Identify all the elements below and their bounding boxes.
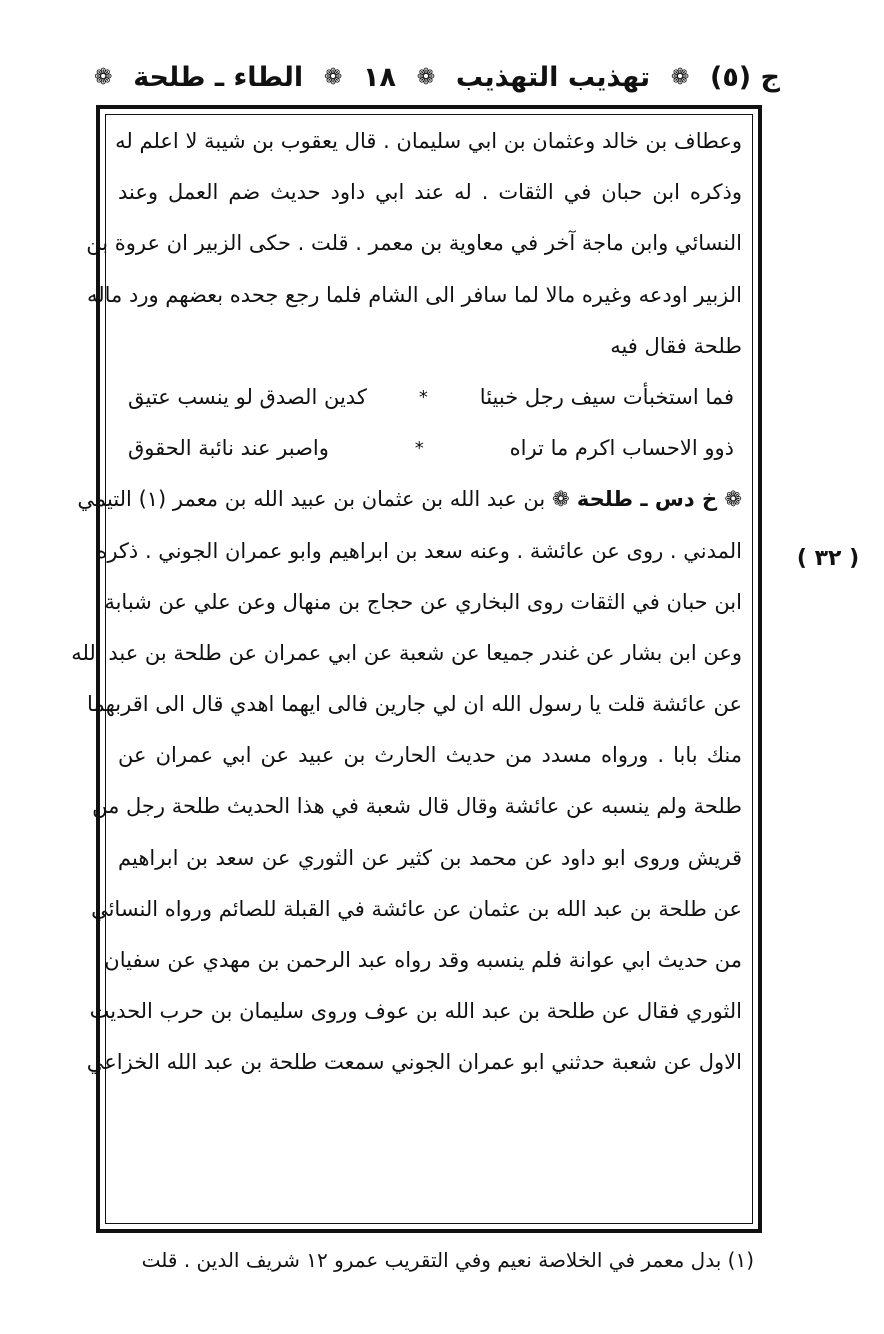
volume-label: ج (٥) bbox=[709, 61, 780, 93]
main-text bbox=[71, 116, 742, 1089]
verse-hemistich-right: فما استخبأت سيف رجل خبيئا bbox=[479, 384, 734, 409]
page-number: ١٨ bbox=[363, 61, 396, 93]
verse-hemistich-left: واصبر عند نائبة الحقوق bbox=[128, 436, 329, 461]
text-line: المدني . روى عن عائشة . وعنه سعد بن ابراهيم وابو عمران الجوني . ذكره bbox=[96, 538, 742, 563]
text-line: الاول عن شعبة حدثني ابو عمران الجوني سمعت طلحة بن عبد الله الخزاعي bbox=[86, 1050, 742, 1075]
text-line: من حديث ابي عوانة فلم ينسبه وقد رواه عبد الرحمن بن مهدي عن سفيان bbox=[104, 948, 742, 972]
text-line: الثوري فقال عن طلحة بن عبد الله بن عوف وروى سليمان بن حرب الحديث bbox=[89, 999, 742, 1024]
book-title: تهذيب التهذيب bbox=[455, 61, 651, 93]
text-line: عن طلحة بن عبد الله بن عثمان عن عائشة في القبلة للصائم ورواه النسائي bbox=[91, 896, 742, 921]
text-line: طلحة ولم ينسبه عن عائشة وقال قال شعبة في هذا الحديث طلحة رجل من bbox=[92, 794, 742, 819]
ornament-icon: ❁ bbox=[94, 64, 113, 90]
text-line: وعطاف بن خالد وعثمان بن ابي سليمان . قال يعقوب بن شيبة لا اعلم له bbox=[115, 129, 742, 153]
verse-line bbox=[118, 423, 742, 474]
section-title: الطاء ـ طلحة bbox=[133, 61, 304, 93]
verse-line bbox=[118, 372, 742, 423]
text-line: عن عائشة قلت يا رسول الله ان لي جارين فالى ايهما اهدي قال الى اقربهما bbox=[87, 692, 742, 717]
verse-hemistich-left: كدين الصدق لو ينسب عتيق bbox=[128, 384, 367, 409]
text-line: طلحة فقال فيه bbox=[610, 333, 742, 358]
text-line: النسائي وابن ماجة آخر في معاوية بن معمر . قلت . حكى الزبير ان عروة بن bbox=[86, 231, 742, 256]
text-line: منك بابا . ورواه مسدد من حديث الحارث بن عبيد عن ابي عمران عن bbox=[118, 743, 742, 768]
text-line: الزبير اودعه وغيره مالا لما سافر الى الشام فلما رجع جحده بعضهم ورد ماله bbox=[87, 282, 742, 307]
entry-heading: ❁ خ دس ـ طلحة ❁ bbox=[551, 487, 742, 512]
verse-separator: * bbox=[414, 438, 424, 460]
entry-text: بن عبد الله بن عثمان بن عبيد الله بن معمر (١) التيمي bbox=[77, 487, 546, 512]
text-line: قريش وروى ابو داود عن محمد بن كثير عن الثوري عن سعد بن ابراهيم bbox=[118, 845, 742, 870]
text-line: وعن ابن بشار عن غندر جميعا عن شعبة عن ابي عمران عن طلحة بن عبد الله bbox=[71, 640, 742, 665]
footnote: (١) بدل معمر في الخلاصة نعيم وفي التقريب عمرو ١٢ شريف الدين . قلت bbox=[141, 1248, 754, 1272]
verse-hemistich-right: ذوو الاحساب اكرم ما تراه bbox=[509, 436, 734, 461]
entry-number: ( ٣٢ ) bbox=[796, 546, 860, 571]
ornament-icon: ❁ bbox=[670, 64, 690, 90]
verse-separator: * bbox=[418, 386, 428, 408]
running-header bbox=[90, 52, 780, 102]
text-line: وذكره ابن حبان في الثقات . له عند ابي داود حديث ضم العمل وعند bbox=[118, 180, 742, 205]
text-line: ابن حبان في الثقات روى البخاري عن حجاج بن منهال وعن علي عن شبابة bbox=[104, 589, 742, 614]
ornament-icon: ❁ bbox=[323, 64, 343, 90]
ornament-icon: ❁ bbox=[416, 64, 436, 90]
entry-first-line bbox=[77, 474, 742, 525]
